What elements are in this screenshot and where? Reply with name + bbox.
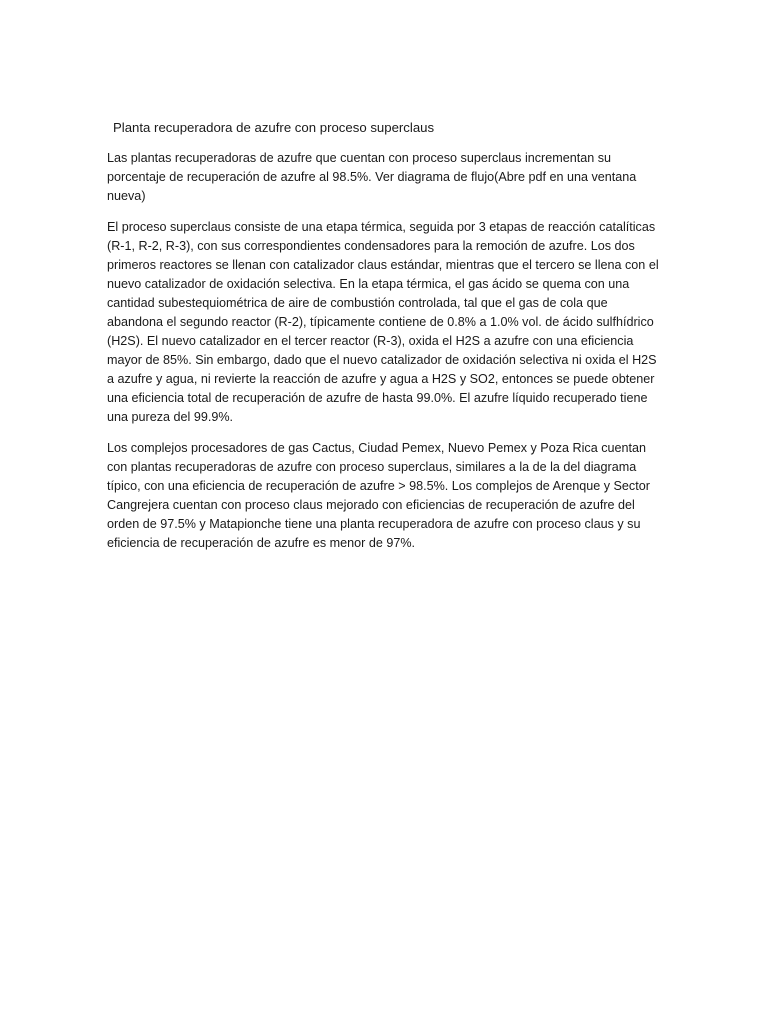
paragraph-complexes: Los complejos procesadores de gas Cactus, Ciudad Pemex, Nuevo Pemex y Poza Rica cuentan con plantas recuperadoras de azufre con proceso superclaus, similares a la de la del diagrama típico, con una eficiencia de recuperación de azufre > 98.5%. Los complejos de Arenque y Sector Cangrejera cuentan con proceso claus mejorado con eficiencias de recuperación de azufre del orden de 97.5% y Matapionche tiene una planta recuperadora de azufre con proceso claus y su eficiencia de recuperación de azufre es menor de 97%. (107, 441, 650, 550)
paragraph-process: El proceso superclaus consiste de una etapa térmica, seguida por 3 etapas de reacción catalíticas (R-1, R-2, R-3), con sus correspondientes condensadores para la remoción de azufre. Los dos primeros reactores se llenan con catalizador claus estándar, mientras que el tercero se llena con el nuevo catalizador de oxidación selectiva. En la etapa térmica, el gas ácido se quema con una cantidad subestequiométrica de aire de combustión controlada, tal que el gas de cola que abandona el segundo reactor (R-2), típicamente contiene de 0.8% a 1.0% vol. de ácido sulfhídrico (H2S). El nuevo catalizador en el tercer reactor (R-3), oxida el H2S a azufre con una eficiencia mayor de 85%. Sin embargo, dado que el nuevo catalizador de oxidación selectiva ni oxida el H2S a azufre y agua, ni revierte la reacción de azufre y agua a H2S y SO2, entonces se puede obtener una eficiencia total de recuperación de azufre de hasta 99.0%. El azufre líquido recuperado tiene una pureza del 99.9%. (107, 220, 659, 424)
document-title: Planta recuperadora de azufre con proceso superclaus (113, 120, 435, 135)
paragraph-intro: Las plantas recuperadoras de azufre que cuentan con proceso superclaus incrementan su porcentaje de recuperación de azufre al 98.5%. Ver diagrama de flujo(Abre pdf en una ventana nueva) (107, 151, 637, 203)
document-page (107, 118, 667, 565)
